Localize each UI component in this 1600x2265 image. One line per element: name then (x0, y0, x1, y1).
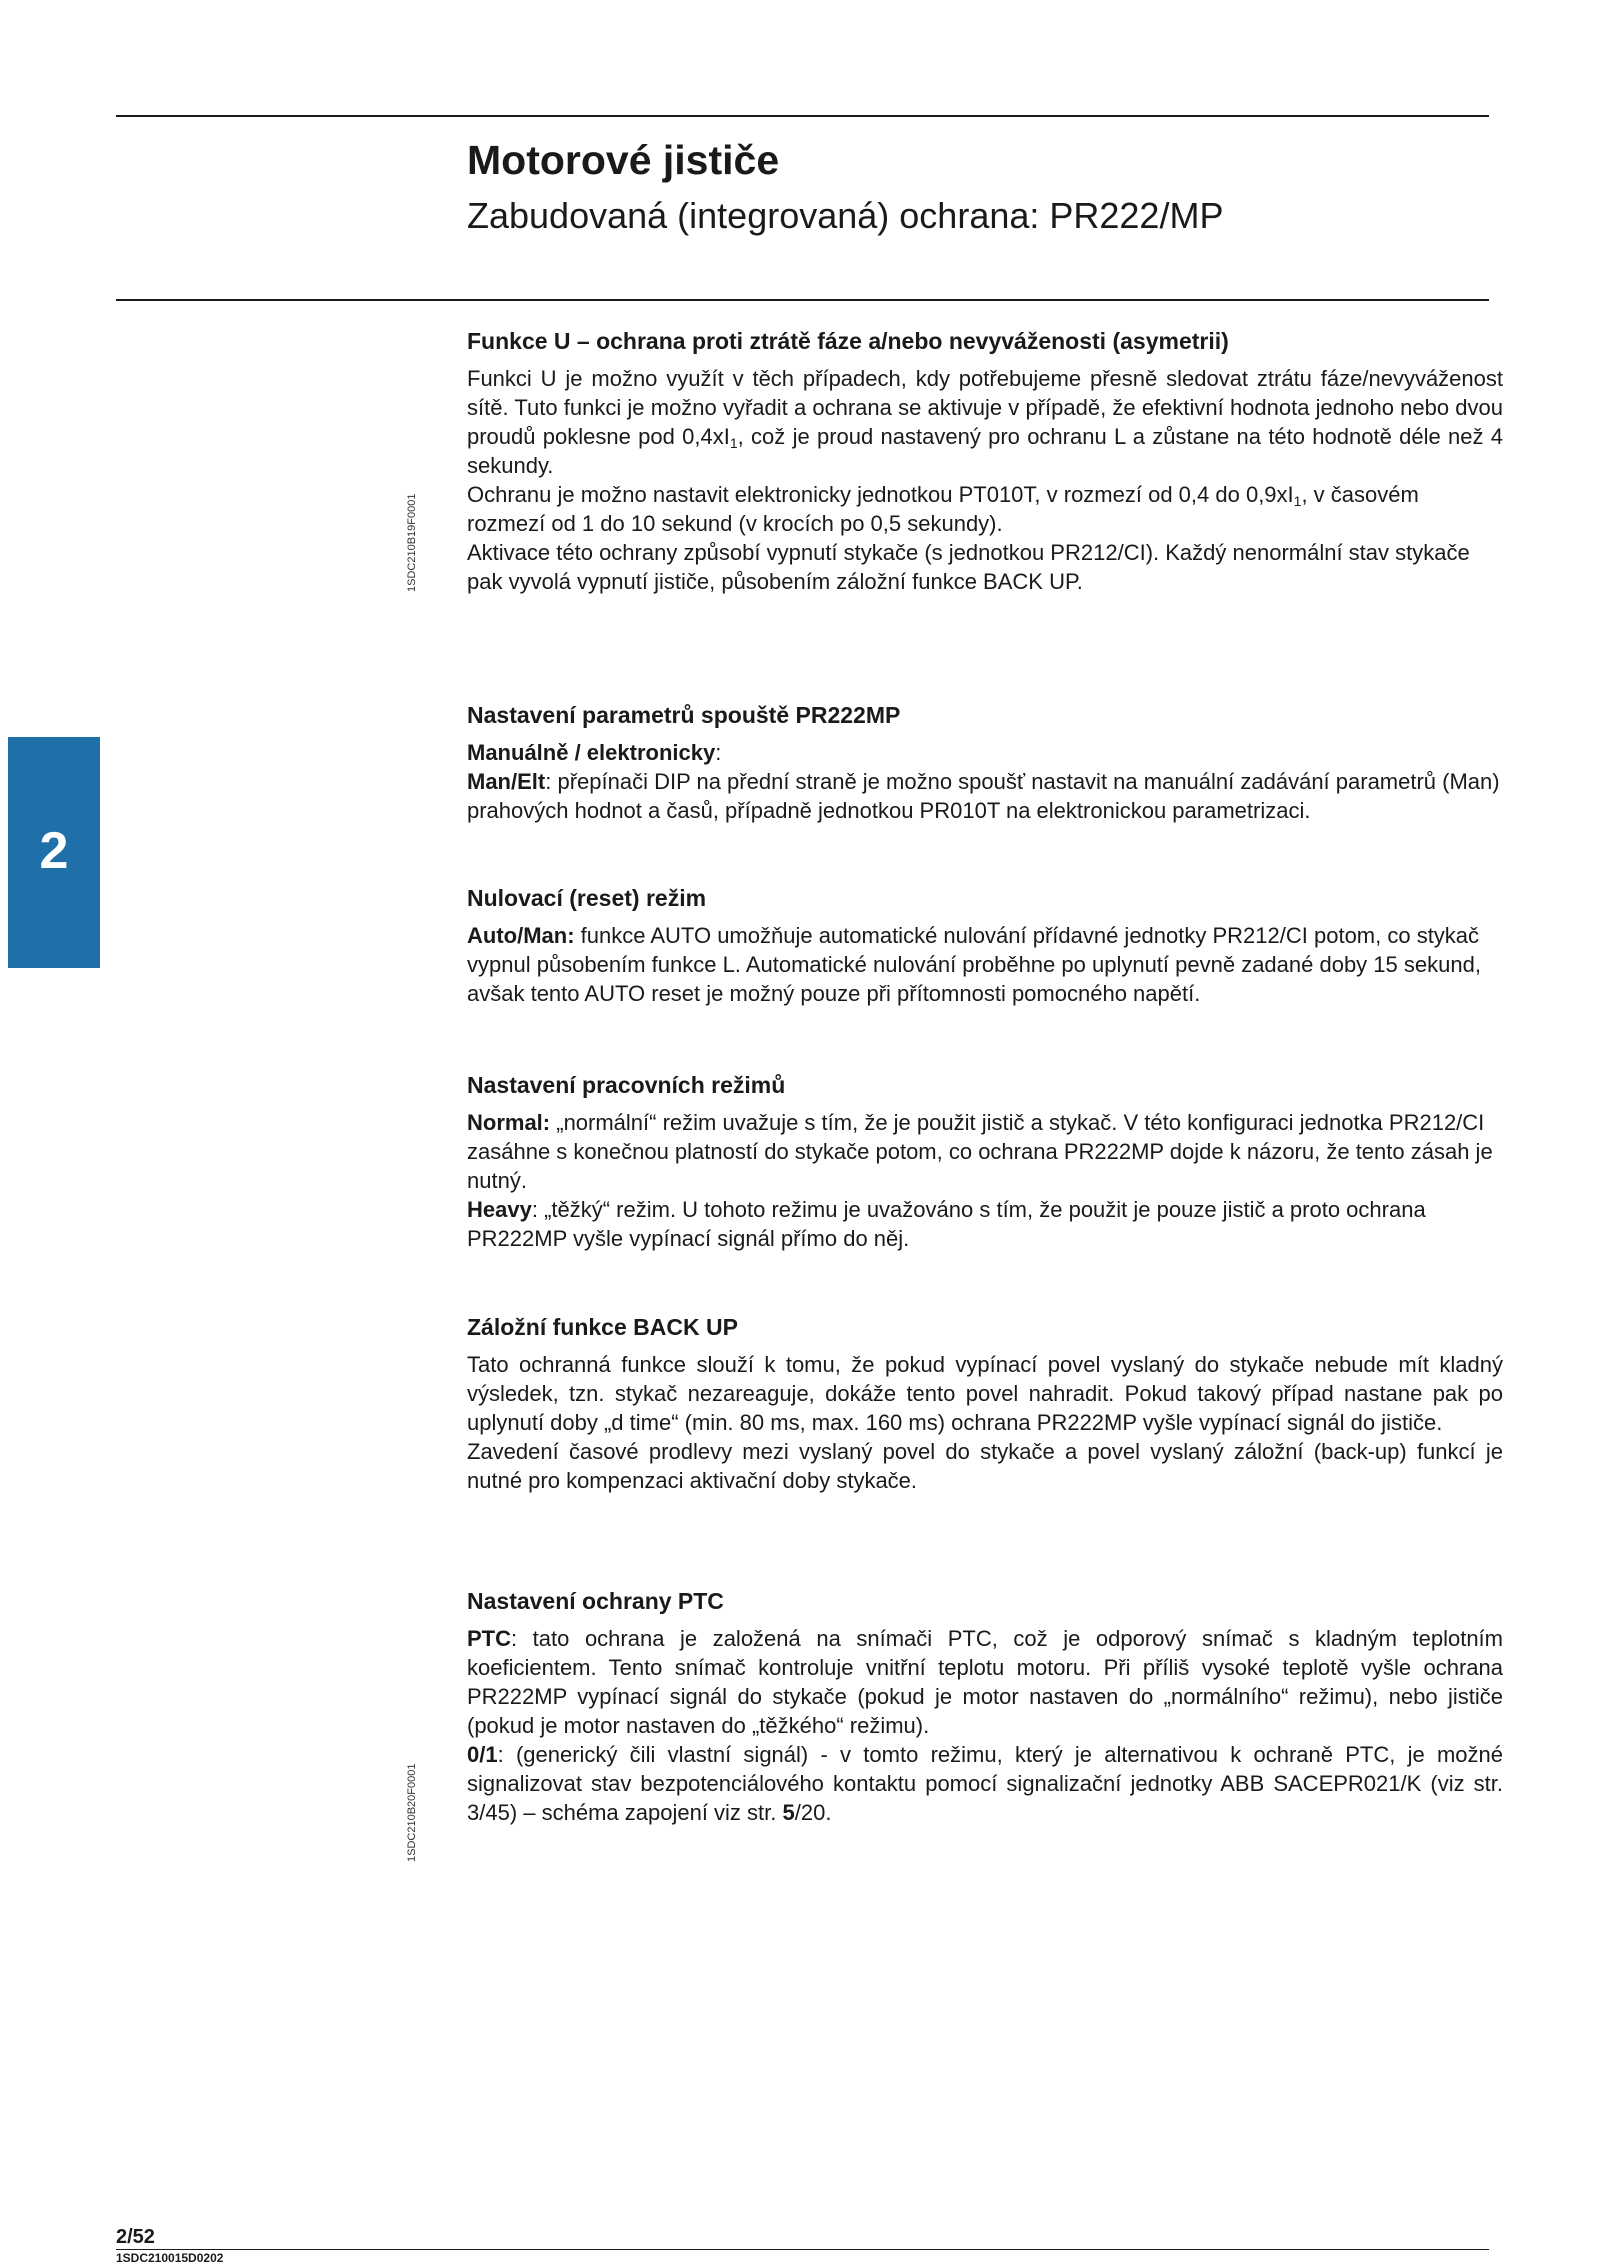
section-back-up (467, 1313, 1503, 1495)
section-heading: Nulovací (reset) režim (467, 885, 707, 911)
section-pracovni-rezimy (467, 1071, 1503, 1253)
paragraph: PTC: tato ochrana je založená na snímači PTC, což je odporový snímač s kladným teplotním koeficientem. Tento snímač kontroluje vnitřní teplotu motoru. Při příliš vysoké teplotě vyšle ochrana PR222MP vypínací signál do stykače (pokud je motor nastaven do „normálního“ režimu), nebo jističe (pokud je motor nastaven do „těžkého“ režimu). (467, 1625, 1503, 1738)
paragraph: Funkci U je možno využít v těch případech, kdy potřebujeme přesně sledovat ztrátu fáze/nevyváženost sítě. Tuto funkci je možno vyřadit a ochrana se aktivuje v případě, že efektivní hodnota jednoho nebo dvou proudů poklesne pod $0,4xI_1$, což je proud nastavený pro ochranu L a zůstane na této hodnotě déle než 4 sekundy. (467, 365, 1503, 478)
paragraph: Tato ochranná funkce slouží k tomu, že pokud vypínací povel vyslaný do stykače nebude mít kladný výsledek, tzn. stykač nezareaguje, dokáže tento povel nahradit. Pokud takový případ nastane pak po uplynutí doby „d time“ (min. 80 ms, max. 160 ms) ochrana PR222MP vyšle vypínací signál do jističe. (467, 1351, 1503, 1435)
figure-code: 1SDC210B20F0001 (406, 1763, 418, 1862)
section-heading: Funkce U – ochrana proti ztrátě fáze a/nebo nevyváženosti (asymetrii) (467, 328, 1229, 354)
paragraph: Ochranu je možno nastavit elektronicky jednotkou PT010T, v rozmezí od 0,4 do $0,9xI_1$, v časovém rozmezí od 1 do 10 sekund (v krocích po 0,5 sekundy). (467, 481, 1419, 536)
section-heading: Záložní funkce BACK UP (467, 1314, 738, 1340)
section-nastaveni-parametru (467, 701, 1503, 825)
page-number: 2/52 (116, 2226, 155, 2248)
section-funkce-u (467, 327, 1503, 596)
footer-rule (116, 2249, 1489, 2250)
section-heading: Nastavení pracovních režimů (467, 1072, 786, 1098)
paragraph: Auto/Man: funkce AUTO umožňuje automatické nulování přídavné jednotky PR212/CI potom, co stykač vypnul působením funkce L. Automatické nulování proběhne po uplynutí pevně zadané doby 15 sekund, avšak tento AUTO reset je možný pouze při přítomnosti pomocného napětí. (467, 922, 1481, 1006)
top-rule (116, 115, 1489, 117)
paragraph: Aktivace této ochrany způsobí vypnutí stykače (s jednotkou PR212/CI). Každý nenormální stav stykače pak vyvolá vypnutí jističe, působením záložní funkce BACK UP. (467, 539, 1470, 594)
section-heading: Nastavení parametrů spouště PR222MP (467, 702, 901, 728)
subheading: Manuálně / elektronicky: (467, 739, 722, 765)
page-title: Motorové jističe (467, 137, 780, 183)
paragraph: Man/Elt: přepínači DIP na přední straně je možno spoušť nastavit na manuální zadávání parametrů (Man) prahových hodnot a časů, případně jednotkou PR010T na elektronickou parametrizaci. (467, 768, 1500, 823)
chapter-tab (8, 737, 100, 968)
section-ochrana-ptc (467, 1587, 1503, 1827)
header-bottom-rule (116, 299, 1489, 301)
section-heading: Nastavení ochrany PTC (467, 1588, 724, 1614)
document-code: 1SDC210015D0202 (116, 2251, 224, 2265)
paragraph: Normal: „normální“ režim uvažuje s tím, že je použit jistič a stykač. V této konfiguraci jednotka PR212/CI zasáhne s konečnou platností do stykače potom, co ochrana PR222MP dojde k názoru, že tento zásah je nutný. (467, 1109, 1493, 1193)
paragraph: 0/1: (generický čili vlastní signál) - v tomto režimu, který je alternativou k ochraně PTC, je možné signalizovat stav bezpotenciálového kontaktu pomocí signalizační jednotky ABB SACEPR021/K (viz str. 3/45) – schéma zapojení viz str. 5/20. (467, 1741, 1503, 1825)
paragraph: Zavedení časové prodlevy mezi vyslaný povel do stykače a povel vyslaný záložní (back-up) funkcí je nutné pro kompenzaci aktivační doby stykače. (467, 1438, 1503, 1493)
page-subtitle: Zabudovaná (integrovaná) ochrana: PR222/MP (467, 195, 1224, 236)
chapter-number: 2 (39, 822, 69, 880)
section-nulovaci-rezim (467, 884, 1503, 1008)
figure-code: 1SDC210B19F0001 (406, 493, 418, 592)
paragraph: Heavy: „těžký“ režim. U tohoto režimu je uvažováno s tím, že použit je pouze jistič a proto ochrana PR222MP vyšle vypínací signál přímo do něj. (467, 1196, 1426, 1251)
